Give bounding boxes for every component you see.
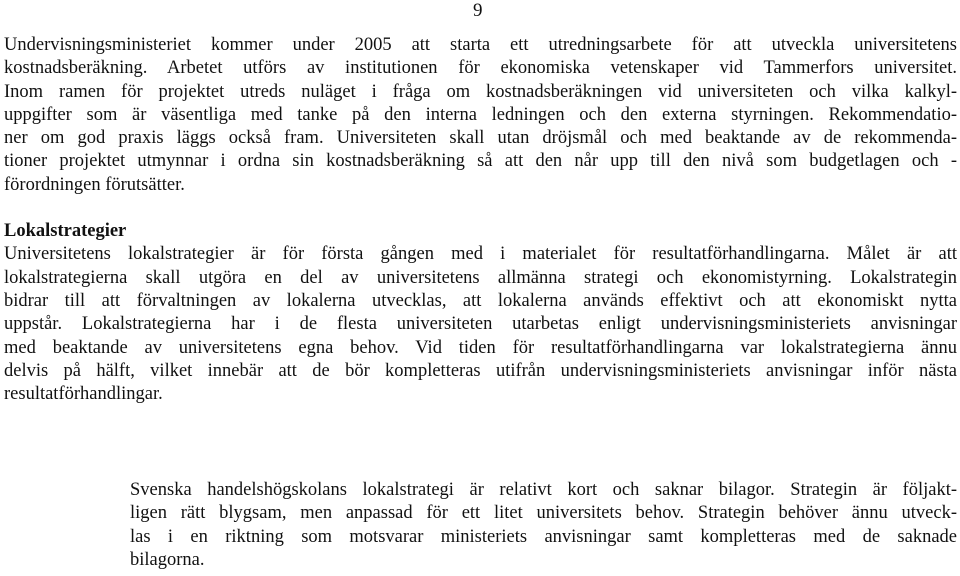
text-line: Undervisningsministeriet kommer under 2005 att starta ett utredningsarbete för att utveckla universitetens bbox=[4, 35, 957, 55]
paragraph-cost-accounting bbox=[4, 34, 957, 197]
text-line: resultatförhandlingar. bbox=[4, 384, 163, 405]
section-heading: Lokalstrategier bbox=[4, 221, 127, 242]
page-number: 9 bbox=[473, 0, 483, 21]
main-text bbox=[4, 34, 957, 406]
text-line: ligen rätt blygsam, men anpassad för ett litet universitets behov. Strategin behöver ännu utveck- bbox=[130, 503, 957, 524]
text-line: kostnadsberäkning. Arbetet utförs av institutionen för ekonomiska vetenskaper vid Tammerfors universitet. bbox=[4, 58, 957, 79]
text-line: bidrar till att förvaltningen av lokalerna utvecklas, att lokalerna används effektivt och att ekonomiskt nytta bbox=[4, 290, 957, 311]
text-line: ner om god praxis läggs också fram. Universiteten skall utan dröjsmål och med beaktande av de rekommenda- bbox=[4, 128, 957, 149]
indented-paragraph bbox=[130, 479, 957, 572]
text-line: uppgifter som är väsentliga med tanke på den interna ledningen och den externa styrningen. Rekommendatio- bbox=[4, 104, 957, 125]
text-line: lokalstrategierna skall utgöra en del av universitetens allmänna strategi och ekonomistyrning. Lokalstrategin bbox=[4, 267, 957, 288]
text-line: Svenska handelshögskolans lokalstrategi är relativt kort och saknar bilagor. Strategin är följakt- bbox=[130, 480, 957, 500]
text-line: bilagorna. bbox=[130, 549, 205, 570]
text-line: uppstår. Lokalstrategierna har i de flesta universiteten utarbetas enligt undervisningsministeriets anvisningar bbox=[4, 314, 957, 335]
text-line: Universitetens lokalstrategier är för första gången med i materialet för resultatförhandlingarna. Målet är att bbox=[4, 244, 957, 265]
text-line: las i en riktning som motsvarar ministeriets anvisningar samt kompletteras med de saknade bbox=[130, 526, 957, 547]
paragraph-local-strategies bbox=[4, 243, 957, 406]
text-line: Inom ramen för projektet utreds nuläget i fråga om kostnadsberäkningen vid universiteten och vilka kalkyl- bbox=[4, 81, 957, 102]
text-line: delvis på hälft, vilket innebär att de bör kompletteras utifrån undervisningsministeriets anvisningar inför nästa bbox=[4, 360, 957, 381]
text-line: förordningen förutsätter. bbox=[4, 174, 185, 195]
text-line: tioner projektet utmynnar i ordna sin kostnadsberäkning så att den når upp till den nivå som budgetlagen och - bbox=[4, 151, 957, 172]
text-line: med beaktande av universitetens egna behov. Vid tiden för resultatförhandlingarna var lokalstrategierna ännu bbox=[4, 337, 957, 358]
